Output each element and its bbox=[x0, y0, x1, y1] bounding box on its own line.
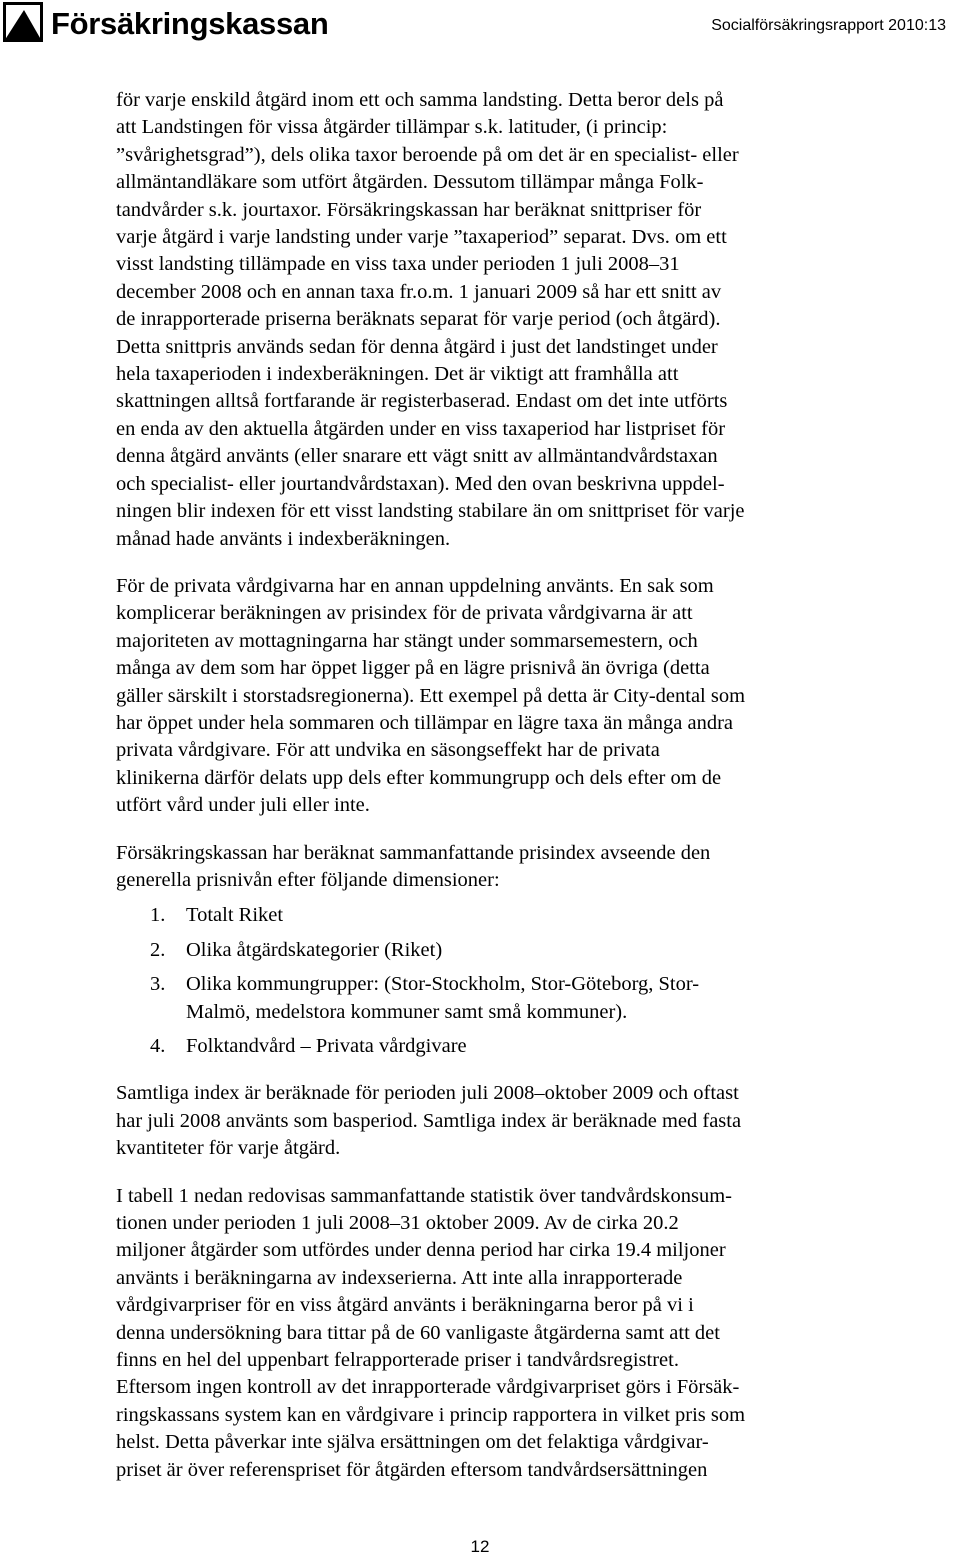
page-number: 12 bbox=[470, 1537, 490, 1556]
dimension-list bbox=[116, 902, 856, 1060]
text-line: tionen under perioden 1 juli 2008–31 oktober 2009. Av de cirka 20.2 bbox=[116, 1212, 679, 1235]
text-line: I tabell 1 nedan redovisas sammanfattande statistik över tandvårdskonsum- bbox=[116, 1184, 732, 1207]
body-text bbox=[116, 87, 856, 1504]
text-line: priset är över referenspriset för åtgärden eftersom tandvårdsersättningen bbox=[116, 1458, 708, 1481]
text-line: ”svårighetsgrad”), dels olika taxor beroende på om det är en specialist- eller bbox=[116, 143, 739, 166]
text-line: att Landstingen för vissa åtgärder tillämpar s.k. latituder, (i princip: bbox=[116, 116, 668, 139]
brand-logo bbox=[3, 2, 329, 42]
list-number: 4. bbox=[150, 1035, 166, 1057]
paragraph bbox=[116, 573, 856, 820]
text-line: ningen blir indexen för ett visst landsting stabilare än om snittpriset för varje bbox=[116, 500, 745, 523]
text-line: miljoner åtgärder som utfördes under denna period har cirka 19.4 miljoner bbox=[116, 1239, 726, 1262]
text-line: skattningen alltså fortfarande är registerbaserad. Endast om det inte utförts bbox=[116, 390, 728, 413]
text-line: Detta snittpris används sedan för denna åtgärd i just det landstinget under bbox=[116, 335, 718, 358]
text-line: varje åtgärd i varje landsting under varje ”taxaperiod” separat. Dvs. om ett bbox=[116, 226, 727, 249]
paragraph bbox=[116, 1080, 856, 1162]
text-line: månad hade använts i indexberäkningen. bbox=[116, 527, 451, 550]
text-line: Folktandvård – Privata vårdgivare bbox=[186, 1035, 467, 1057]
text-line: Olika åtgärdskategorier (Riket) bbox=[186, 938, 443, 961]
text-line: kvantiteter för varje åtgärd. bbox=[116, 1137, 341, 1160]
page-header bbox=[0, 0, 960, 56]
text-line: ringskassans system kan en vårdgivare i princip rapportera in vilket pris som bbox=[116, 1403, 746, 1426]
list-item bbox=[116, 902, 856, 929]
text-line: generella prisnivån efter följande dimensioner: bbox=[116, 868, 500, 891]
text-line: klinikerna därför delats upp dels efter kommungrupp och dels efter om de bbox=[116, 766, 722, 789]
logo-mark-icon bbox=[3, 2, 43, 42]
text-line: använts i beräkningarna av indexserierna. Att inte alla inrapporterade bbox=[116, 1266, 683, 1289]
text-line: denna åtgärd använts (eller snarare ett vägt snitt av allmäntandvårdstaxan bbox=[116, 445, 718, 468]
text-line: allmäntandläkare som utfört åtgärden. Dessutom tillämpar många Folk- bbox=[116, 171, 704, 194]
paragraph bbox=[116, 840, 856, 895]
text-line: majoriteten av mottagningarna har stängt under sommarsemestern, och bbox=[116, 629, 698, 652]
text-line: Samtliga index är beräknade för perioden juli 2008–oktober 2009 och oftast bbox=[116, 1082, 739, 1105]
text-line: utfört vård under juli eller inte. bbox=[116, 794, 370, 817]
list-item bbox=[116, 1033, 856, 1060]
report-id: Socialförsäkringsrapport 2010:13 bbox=[711, 17, 946, 34]
list-item bbox=[116, 937, 856, 964]
text-line: helst. Detta påverkar inte själva ersättningen om det felaktiga vårdgivar- bbox=[116, 1431, 709, 1454]
text-line: december 2008 och en annan taxa fr.o.m. 1 januari 2009 så har ett snitt av bbox=[116, 280, 722, 303]
paragraph bbox=[116, 1183, 856, 1484]
text-line: finns en hel del uppenbart felrapporterade priser i tandvårdsregistret. bbox=[116, 1349, 679, 1372]
text-line: komplicerar beräkningen av prisindex för de privata vårdgivarna är att bbox=[116, 602, 693, 625]
list-number: 3. bbox=[150, 973, 166, 996]
text-line: en enda av den aktuella åtgärden under en viss taxaperiod har listpriset för bbox=[116, 417, 726, 440]
text-line: och specialist- eller jourtandvårdstaxan). Med den ovan beskrivna uppdel- bbox=[116, 472, 725, 495]
text-line: Försäkringskassan har beräknat sammanfattande prisindex avseende den bbox=[116, 841, 711, 864]
text-line: de inrapporterade priserna beräknats separat för varje period (och åtgärd). bbox=[116, 308, 721, 331]
text-line: vårdgivarpriser för en viss åtgärd använts i beräkningarna beror på vi i bbox=[116, 1294, 694, 1317]
list-item bbox=[116, 971, 856, 1026]
text-line: Olika kommungrupper: (Stor-Stockholm, Stor-Göteborg, Stor- bbox=[186, 973, 700, 996]
text-line: Eftersom ingen kontroll av det inrapporterade vårdgivarpriset görs i Försäk- bbox=[116, 1376, 740, 1399]
text-line: gäller särskilt i storstadsregionerna). Ett exempel på detta är City-dental som bbox=[116, 684, 746, 707]
text-line: hela taxaperioden i indexberäkningen. Det är viktigt att framhålla att bbox=[116, 363, 679, 386]
text-line: många av dem som har öppet ligger på en lägre prisnivå än övriga (detta bbox=[116, 657, 710, 680]
text-line: Totalt Riket bbox=[186, 904, 284, 927]
logo-text: Försäkringskassan bbox=[51, 6, 329, 41]
text-line: privata vårdgivare. För att undvika en säsongseffekt har de privata bbox=[116, 739, 660, 762]
text-line: tandvårder s.k. jourtaxor. Försäkringskassan har beräknat snittpriser för bbox=[116, 198, 702, 221]
text-line: för varje enskild åtgärd inom ett och samma landsting. Detta beror dels på bbox=[116, 89, 724, 111]
paragraph bbox=[116, 87, 856, 553]
list-number: 2. bbox=[150, 938, 166, 961]
text-line: visst landsting tillämpade en viss taxa under perioden 1 juli 2008–31 bbox=[116, 253, 680, 276]
text-line: har öppet under hela sommaren och tillämpar en lägre taxa än många andra bbox=[116, 711, 734, 734]
text-line: För de privata vårdgivarna har en annan uppdelning använts. En sak som bbox=[116, 574, 714, 597]
text-line: Malmö, medelstora kommuner samt små kommuner). bbox=[186, 1000, 628, 1023]
list-number: 1. bbox=[150, 904, 166, 927]
text-line: denna undersökning bara tittar på de 60 vanligaste åtgärderna samt att det bbox=[116, 1321, 720, 1344]
text-line: har juli 2008 använts som basperiod. Samtliga index är beräknade med fasta bbox=[116, 1109, 742, 1132]
